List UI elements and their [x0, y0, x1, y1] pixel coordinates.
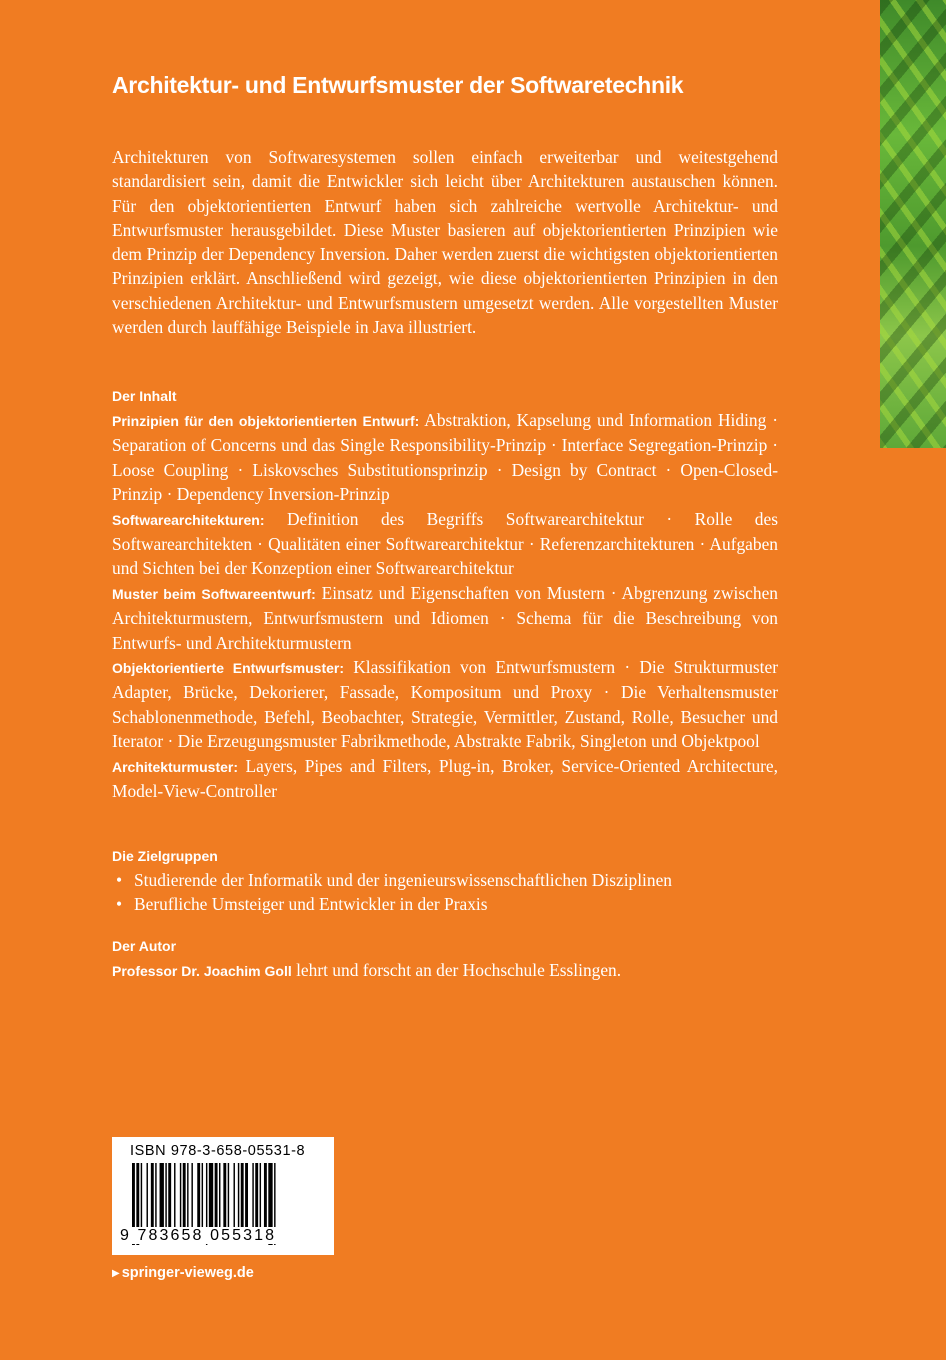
author-name: Professor Dr. Joachim Goll — [112, 963, 292, 979]
contents-item-text: Klassifikation von Entwurfsmustern · Die Strukturmuster Adapter, Brücke, Dekorierer, Fassade, Kompositum und Proxy · Die Verhaltensmuster Schablonenmethode, Befehl, Beobachter, Strategie, Vermittler, Zustand, Rolle, Besucher und Iterator · Die Erzeugungsmuster Fabrikmethode, Abstrakte Fabrik, Singleton und Objektpool — [112, 657, 778, 752]
barcode-bar — [255, 1163, 258, 1229]
barcode-bar — [241, 1163, 244, 1229]
barcode-bar — [183, 1163, 186, 1229]
barcode-bar — [180, 1163, 181, 1229]
intro-paragraph: Architekturen von Softwaresystemen sollen einfach erweiterbar und weitestgehend standardisiert sein, damit die Entwickler sich leicht über Architekturen austauschen können. Für den objektorientierten Entwurf haben sich zahlreiche wertvolle Architektur- und Entwurfsmuster herausgebildet. Diese Muster basieren auf objektorientierten Prinzipien wie dem Prinzip der Dependency Inversion. Daher werden zuerst die wichtigsten objektorientierten Prinzipien erklärt. Anschließend wird gezeigt, wie diese objektorientierten Prinzipien in den verschiedenen Architektur- und Entwurfsmustern umgesetzt werden. Alle vorgestellten Muster werden durch lauffähige Beispiele in Java illustriert. — [112, 147, 778, 338]
barcode-bar — [264, 1163, 267, 1229]
isbn-label: ISBN 978-3-658-05531-8 — [130, 1143, 306, 1159]
contents-item-lead: Muster beim Softwareentwurf: — [112, 585, 316, 602]
publisher-url: springer-vieweg.de — [121, 1265, 254, 1281]
barcode-bar — [260, 1163, 261, 1229]
contents-item — [112, 507, 778, 581]
contents-item-lead: Prinzipien für den objektorientierten Entwurf: — [112, 413, 420, 429]
contents-item — [112, 408, 778, 507]
target-groups-list — [112, 868, 778, 917]
target-groups-heading: Die Zielgruppen — [112, 848, 218, 864]
barcode-bar — [219, 1163, 220, 1229]
author-section — [112, 934, 778, 983]
barcode-bar — [202, 1163, 203, 1229]
contents-item — [112, 655, 778, 754]
list-item — [112, 892, 778, 916]
contents-item-lead: Architekturmuster: — [112, 758, 239, 775]
barcode-bar — [223, 1163, 226, 1229]
barcode-bar — [234, 1163, 235, 1229]
contents-section — [112, 384, 778, 804]
barcode-bar — [197, 1163, 200, 1229]
barcode-bar — [238, 1163, 239, 1229]
barcode-bar — [245, 1163, 248, 1229]
contents-item-text: Abstraktion, Kapselung und Information Hiding · Separation of Concerns und das Single Responsibility-Prinzip · Interface Segregation-Prinzip · Loose Coupling · Liskovsches Substitutionsprinzip · Design by Contract · Open-Closed-Prinzip · Dependency Inversion-Prinzip — [112, 410, 779, 505]
barcode-bar — [209, 1163, 213, 1229]
barcode-bar — [215, 1163, 218, 1229]
target-groups-section — [112, 844, 778, 917]
barcode-bar — [151, 1163, 154, 1229]
contents-item — [112, 754, 778, 804]
list-item-text: Berufliche Umsteiger und Entwickler in der Praxis — [134, 894, 488, 915]
barcode-bar — [141, 1163, 142, 1229]
barcode-bar — [168, 1163, 171, 1229]
barcode-bar — [191, 1163, 192, 1229]
isbn-barcode — [112, 1137, 334, 1255]
contents-item-text: Einsatz und Eigenschaften von Mustern · Abgrenzung zwischen Architekturmustern, Entwurfsmustern und Idiomen · Schema für die Beschreibung von Entwurfs- und Architekturmustern — [112, 582, 778, 653]
contents-heading: Der Inhalt — [112, 388, 177, 404]
barcode-bar — [187, 1163, 188, 1229]
contents-item-lead: Softwarearchitekturen: — [112, 511, 265, 528]
barcode-bar — [147, 1163, 148, 1229]
author-text — [112, 958, 778, 983]
barcode-bar — [174, 1163, 175, 1229]
author-description: lehrt und forscht an der Hochschule Esslingen. — [291, 960, 622, 980]
barcode-bar — [228, 1163, 229, 1229]
arrow-right-icon: ▶ — [112, 1268, 120, 1279]
list-item-text: Studierende der Informatik und der ingenieurswissenschaftlichen Disziplinen — [134, 870, 672, 890]
barcode-bar — [252, 1163, 253, 1229]
author-heading: Der Autor — [112, 938, 177, 954]
contents-item-lead: Objektorientierte Entwurfsmuster: — [112, 660, 345, 677]
bullet-icon: • — [116, 870, 123, 890]
book-title: Architektur- und Entwurfsmuster der Softwaretechnik — [112, 72, 684, 98]
barcode-bar — [155, 1163, 156, 1229]
list-item — [112, 868, 778, 892]
contents-item-text: Definition des Begriffs Softwarearchitektur · Rolle des Softwarearchitekten · Qualitäten einer Softwarearchitektur · Referenzarchitekturen · Aufgaben und Sichten bei der Konzeption einer Softwarearchitektur — [112, 508, 778, 579]
barcode-digits — [120, 1227, 326, 1245]
cover-image-strip — [880, 0, 946, 448]
contents-item-text: Layers, Pipes and Filters, Plug-in, Broker, Service-Oriented Architecture, Model-View-Controller — [112, 755, 778, 802]
barcode-digits-text: 9 783658 055318 — [120, 1227, 277, 1244]
bullet-icon: • — [116, 894, 123, 915]
barcode-bar — [165, 1163, 166, 1229]
barcode-bar — [160, 1163, 164, 1229]
publisher-link[interactable] — [112, 1265, 254, 1281]
contents-item — [112, 581, 778, 655]
